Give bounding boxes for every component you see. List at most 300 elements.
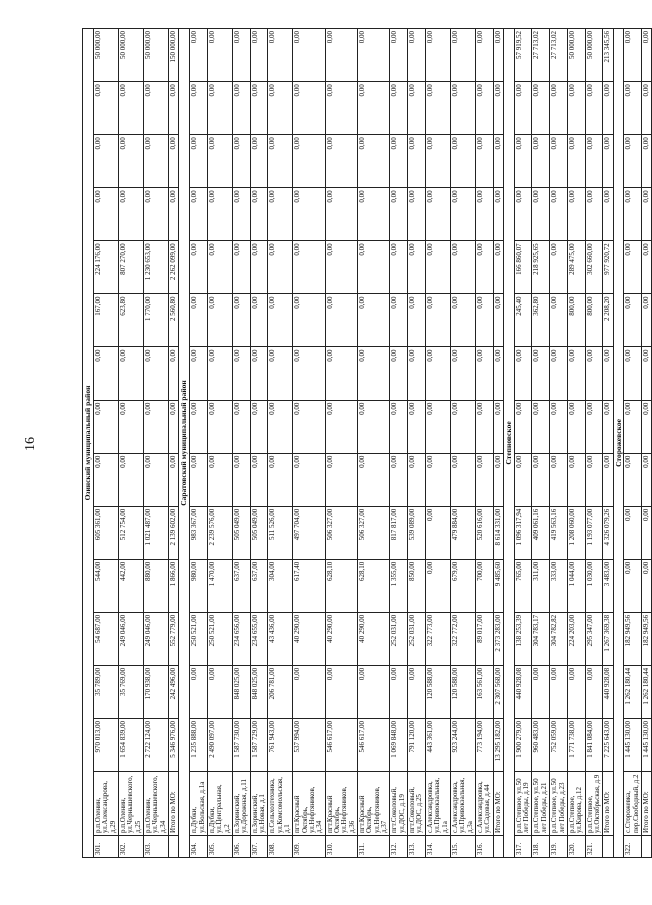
row-number: 310. (325, 836, 357, 858)
value-cell: 1 044,00 (567, 559, 585, 612)
table-row (143, 29, 168, 858)
value-cell: 0,00 (358, 665, 390, 718)
value-cell: 0,00 (325, 241, 357, 294)
table-row (93, 29, 118, 858)
value-cell: 0,00 (293, 347, 325, 400)
value-cell: 983 367,00 (190, 506, 208, 559)
value-cell: 0,00 (532, 665, 550, 718)
value-cell: 0,00 (325, 347, 357, 400)
value-cell: 224 176,00 (93, 241, 118, 294)
value-cell: 0,00 (268, 82, 293, 135)
value-cell: 0,00 (567, 400, 585, 453)
value-cell: 245,40 (514, 294, 532, 347)
value-cell: 0,00 (190, 188, 208, 241)
value-cell: 506 327,00 (325, 506, 357, 559)
value-cell: 0,00 (514, 453, 532, 506)
table-row (475, 29, 493, 858)
value-cell: 0,00 (232, 400, 250, 453)
value-cell: 0,00 (390, 135, 408, 188)
table-row (190, 29, 208, 858)
value-cell: 0,00 (514, 82, 532, 135)
value-cell: 50 000,00 (585, 29, 603, 82)
value-cell: 0,00 (624, 506, 642, 559)
value-cell: 511 526,00 (268, 506, 293, 559)
value-cell: 440 928,08 (603, 665, 613, 718)
row-number (642, 836, 652, 858)
value-cell: 0,00 (642, 82, 652, 135)
value-cell: 1 208 060,00 (567, 506, 585, 559)
value-cell: 0,00 (624, 559, 642, 612)
value-cell: 182 949,56 (642, 612, 652, 665)
table-row (250, 29, 268, 858)
value-cell: 0,00 (425, 400, 450, 453)
value-cell: 1 654 839,00 (118, 718, 143, 771)
value-cell: 0,00 (325, 453, 357, 506)
row-number: 313. (408, 836, 426, 858)
value-cell: 0,00 (603, 347, 613, 400)
address-cell: р.п.Степное, ул.50 лет Победы, д.23 (550, 772, 568, 836)
value-cell: 0,00 (268, 400, 293, 453)
row-number: 322. (624, 836, 642, 858)
value-cell: 539 089,00 (408, 506, 426, 559)
value-cell: 138 253,39 (514, 612, 532, 665)
value-cell: 605 361,00 (93, 506, 118, 559)
value-cell: 0,00 (550, 453, 568, 506)
value-cell: 0,00 (514, 188, 532, 241)
value-cell: 0,00 (390, 665, 408, 718)
address-cell: Итого по МО: (603, 772, 613, 836)
section-label: Степновское (503, 29, 514, 858)
value-cell: 0,00 (168, 135, 178, 188)
value-cell: 50 000,00 (93, 29, 118, 82)
value-cell: 960 483,00 (532, 718, 550, 771)
value-cell: 0,00 (250, 82, 268, 135)
value-cell: 0,00 (93, 453, 118, 506)
value-cell: 0,00 (190, 665, 208, 718)
value-cell: 0,00 (425, 506, 450, 559)
value-cell: 0,00 (450, 453, 475, 506)
value-cell: 0,00 (408, 135, 426, 188)
value-cell: 0,00 (585, 453, 603, 506)
value-cell: 0,00 (493, 241, 503, 294)
value-cell: 0,00 (390, 294, 408, 347)
value-cell: 167,00 (93, 294, 118, 347)
value-cell: 0,00 (118, 135, 143, 188)
rotated-table-wrapper (82, 28, 651, 858)
value-cell: 0,00 (550, 347, 568, 400)
value-cell: 0,00 (475, 347, 493, 400)
value-cell: 0,00 (325, 665, 357, 718)
value-cell: 0,00 (325, 294, 357, 347)
value-cell: 0,00 (118, 347, 143, 400)
value-cell: 850,00 (408, 559, 426, 612)
address-cell: с.Александровка, ул.Привокзальная, д.1а (425, 772, 450, 836)
row-number: 317. (514, 836, 532, 858)
address-cell: Итого по МО: (168, 772, 178, 836)
table-row (232, 29, 250, 858)
value-cell: 0,00 (624, 347, 642, 400)
value-cell: 970 013,00 (93, 718, 118, 771)
value-cell: 322 773,00 (425, 612, 450, 665)
value-cell: 0,00 (207, 135, 232, 188)
value-cell: 800,00 (585, 294, 603, 347)
value-cell: 0,00 (624, 82, 642, 135)
value-cell: 0,00 (207, 347, 232, 400)
value-cell: 362,80 (532, 294, 550, 347)
value-cell: 40 290,00 (358, 612, 390, 665)
value-cell: 50 000,00 (143, 29, 168, 82)
value-cell: 250 521,00 (190, 612, 208, 665)
value-cell: 0,00 (408, 400, 426, 453)
value-cell: 0,00 (325, 82, 357, 135)
row-number: 309. (293, 836, 325, 858)
row-number: 305. (207, 836, 232, 858)
value-cell: 295 347,00 (585, 612, 603, 665)
address-cell: р.п.Оленин, ул.Александрова, д.29 (93, 772, 118, 836)
value-cell: 0,00 (268, 453, 293, 506)
value-cell: 0,00 (624, 453, 642, 506)
value-cell: 0,00 (550, 82, 568, 135)
value-cell: 0,00 (250, 135, 268, 188)
value-cell: 0,00 (642, 347, 652, 400)
value-cell: 1 770,00 (143, 294, 168, 347)
value-cell: 0,00 (325, 135, 357, 188)
value-cell: 1 445 130,00 (624, 718, 642, 771)
address-cell: пгт.Соколовый, ул.ДОС, д.19 (390, 772, 408, 836)
section-label: Сторожевское (613, 29, 624, 858)
value-cell: 0,00 (585, 82, 603, 135)
value-cell: 817 817,00 (390, 506, 408, 559)
value-cell: 150 000,00 (168, 29, 178, 82)
value-cell: 1 445 130,00 (642, 718, 652, 771)
value-cell: 497 704,00 (293, 506, 325, 559)
value-cell: 3 483,00 (603, 559, 613, 612)
value-cell: 0,00 (118, 453, 143, 506)
value-cell: 0,00 (408, 294, 426, 347)
value-cell: 520 616,00 (475, 506, 493, 559)
address-cell: п.Дубки, ул.Вольская, д.1а (190, 772, 208, 836)
value-cell: 54 687,00 (93, 612, 118, 665)
value-cell: 0,00 (358, 241, 390, 294)
value-cell: 0,00 (532, 82, 550, 135)
value-cell: 0,00 (358, 29, 390, 82)
section-row (179, 29, 190, 858)
table-row (207, 29, 232, 858)
value-cell: 0,00 (390, 188, 408, 241)
section-label: Озинский муниципальный район (83, 29, 94, 858)
value-cell: 419 563,16 (550, 506, 568, 559)
row-number: 321. (585, 836, 603, 858)
value-cell: 880,00 (143, 559, 168, 612)
section-row (503, 29, 514, 858)
row-number (603, 836, 613, 858)
value-cell: 512 754,00 (118, 506, 143, 559)
value-cell: 0,00 (408, 29, 426, 82)
value-cell: 0,00 (390, 400, 408, 453)
table-body (83, 29, 652, 858)
value-cell: 0,00 (250, 188, 268, 241)
value-cell: 0,00 (232, 135, 250, 188)
value-cell: 2 239 576,00 (207, 506, 232, 559)
value-cell: 0,00 (425, 82, 450, 135)
address-cell: Итого по МО: (493, 772, 503, 836)
value-cell: 0,00 (232, 294, 250, 347)
value-cell: 628,10 (325, 559, 357, 612)
value-cell: 1 355,00 (390, 559, 408, 612)
value-cell: 0,00 (585, 400, 603, 453)
table-row (550, 29, 568, 858)
value-cell: 0,00 (493, 294, 503, 347)
table-row (450, 29, 475, 858)
value-cell: 27 713,02 (532, 29, 550, 82)
value-cell: 1 262 180,44 (642, 665, 652, 718)
value-cell: 1 470,00 (207, 559, 232, 612)
value-cell: 0,00 (293, 188, 325, 241)
value-cell: 0,00 (168, 400, 178, 453)
row-number: 312. (390, 836, 408, 858)
value-cell: 0,00 (168, 453, 178, 506)
summary-row (603, 29, 613, 858)
value-cell: 0,00 (408, 188, 426, 241)
address-cell: р.п.Степное, ул.50 лет Победы, д.21 (532, 772, 550, 836)
value-cell: 0,00 (190, 135, 208, 188)
value-cell: 0,00 (550, 135, 568, 188)
address-cell: п.Сельхозтехника, ул.Комсомольская, д.1 (268, 772, 293, 836)
value-cell: 544,00 (93, 559, 118, 612)
row-number: 306. (232, 836, 250, 858)
value-cell: 0,00 (190, 347, 208, 400)
value-cell: 0,00 (493, 82, 503, 135)
value-cell: 213 345,56 (603, 29, 613, 82)
value-cell: 50 000,00 (567, 29, 585, 82)
value-cell: 166 860,07 (514, 241, 532, 294)
value-cell: 1 866,00 (168, 559, 178, 612)
value-cell: 311,00 (532, 559, 550, 612)
value-cell: 0,00 (532, 135, 550, 188)
value-cell: 252 031,00 (390, 612, 408, 665)
value-cell: 0,00 (390, 453, 408, 506)
value-cell: 0,00 (450, 29, 475, 82)
value-cell: 1 587 729,00 (250, 718, 268, 771)
value-cell: 0,00 (514, 400, 532, 453)
value-cell: 0,00 (293, 82, 325, 135)
value-cell: 0,00 (585, 665, 603, 718)
value-cell: 637,00 (232, 559, 250, 612)
value-cell: 35 769,00 (118, 665, 143, 718)
value-cell: 40 290,00 (293, 612, 325, 665)
value-cell: 0,00 (624, 400, 642, 453)
value-cell: 0,00 (450, 347, 475, 400)
value-cell: 0,00 (493, 347, 503, 400)
value-cell: 120 588,00 (425, 665, 450, 718)
value-cell: 0,00 (232, 188, 250, 241)
value-cell: 0,00 (532, 400, 550, 453)
value-cell: 1 235 888,00 (190, 718, 208, 771)
value-cell: 170 938,00 (143, 665, 168, 718)
value-cell: 302 660,00 (585, 241, 603, 294)
value-cell: 761 943,00 (268, 718, 293, 771)
value-cell: 0,00 (207, 453, 232, 506)
value-cell: 0,00 (190, 400, 208, 453)
row-number: 318. (532, 836, 550, 858)
value-cell: 0,00 (425, 135, 450, 188)
value-cell: 0,00 (642, 400, 652, 453)
row-number: 301. (93, 836, 118, 858)
address-cell: Итого по МО: (642, 772, 652, 836)
value-cell: 252 031,00 (408, 612, 426, 665)
value-cell: 4 326 079,26 (603, 506, 613, 559)
value-cell: 0,00 (293, 241, 325, 294)
value-cell: 0,00 (603, 188, 613, 241)
value-cell: 0,00 (475, 135, 493, 188)
value-cell: 0,00 (232, 82, 250, 135)
value-cell: 0,00 (532, 188, 550, 241)
value-cell: 0,00 (232, 241, 250, 294)
value-cell: 0,00 (475, 453, 493, 506)
value-cell: 0,00 (642, 506, 652, 559)
value-cell: 249 046,00 (143, 612, 168, 665)
value-cell: 182 949,56 (624, 612, 642, 665)
value-cell: 8 614 331,00 (493, 506, 503, 559)
value-cell: 0,00 (624, 188, 642, 241)
value-cell: 0,00 (450, 82, 475, 135)
address-cell: р.п.Степное, ул.Октябрьская, д.9 (585, 772, 603, 836)
value-cell: 224 203,00 (567, 612, 585, 665)
value-cell: 0,00 (475, 294, 493, 347)
row-number: 304. (190, 836, 208, 858)
value-cell: 242 496,00 (168, 665, 178, 718)
row-number: 319. (550, 836, 568, 858)
value-cell: 0,00 (475, 188, 493, 241)
value-cell: 0,00 (118, 82, 143, 135)
row-number: 311. (358, 836, 390, 858)
value-cell: 0,00 (93, 188, 118, 241)
value-cell: 2 490 097,00 (207, 718, 232, 771)
page-number: 16 (23, 437, 38, 451)
value-cell: 479 884,00 (450, 506, 475, 559)
value-cell: 0,00 (567, 665, 585, 718)
value-cell: 0,00 (143, 400, 168, 453)
value-cell: 1 267 369,38 (603, 612, 613, 665)
value-cell: 9 485,60 (493, 559, 503, 612)
value-cell: 0,00 (293, 294, 325, 347)
value-cell: 537 994,00 (293, 718, 325, 771)
value-cell: 0,00 (642, 135, 652, 188)
value-cell: 0,00 (207, 188, 232, 241)
value-cell: 0,00 (425, 241, 450, 294)
value-cell: 0,00 (358, 453, 390, 506)
row-number: 316. (475, 836, 493, 858)
value-cell: 506 327,00 (358, 506, 390, 559)
value-cell: 442,00 (118, 559, 143, 612)
table-row (325, 29, 357, 858)
summary-row (168, 29, 178, 858)
value-cell: 0,00 (603, 400, 613, 453)
value-cell: 0,00 (358, 294, 390, 347)
value-cell: 1 030,00 (585, 559, 603, 612)
address-cell: п.Зоринский, ул.Новая, д.1 (250, 772, 268, 836)
value-cell: 0,00 (93, 82, 118, 135)
value-cell: 120 588,00 (450, 665, 475, 718)
value-cell: 250 521,00 (207, 612, 232, 665)
section-row (83, 29, 94, 858)
row-number: 320. (567, 836, 585, 858)
value-cell: 0,00 (475, 82, 493, 135)
value-cell: 0,00 (190, 453, 208, 506)
address-cell: пгт.Красный Октябрь, ул.Нефтяников, д.37 (358, 772, 390, 836)
table-row (532, 29, 550, 858)
value-cell: 0,00 (232, 453, 250, 506)
table-row (358, 29, 390, 858)
value-cell: 0,00 (207, 400, 232, 453)
value-cell: 0,00 (293, 400, 325, 453)
value-cell: 0,00 (268, 135, 293, 188)
value-cell: 0,00 (268, 241, 293, 294)
value-cell: 1 587 730,00 (232, 718, 250, 771)
value-cell: 0,00 (603, 135, 613, 188)
value-cell: 623,80 (118, 294, 143, 347)
value-cell: 0,00 (143, 453, 168, 506)
value-cell: 765,00 (514, 559, 532, 612)
value-cell: 0,00 (624, 29, 642, 82)
value-cell: 304,00 (268, 559, 293, 612)
value-cell: 0,00 (118, 400, 143, 453)
value-cell: 0,00 (425, 347, 450, 400)
value-cell: 1 262 180,44 (624, 665, 642, 718)
value-cell: 0,00 (475, 400, 493, 453)
value-cell: 0,00 (118, 188, 143, 241)
value-cell: 0,00 (293, 453, 325, 506)
value-cell: 2 722 124,00 (143, 718, 168, 771)
value-cell: 1 021 487,00 (143, 506, 168, 559)
value-cell: 0,00 (358, 347, 390, 400)
value-cell: 0,00 (585, 135, 603, 188)
value-cell: 773 194,00 (475, 718, 493, 771)
value-cell: 546 617,00 (325, 718, 357, 771)
value-cell: 0,00 (408, 347, 426, 400)
value-cell: 0,00 (493, 135, 503, 188)
value-cell: 505 049,00 (250, 506, 268, 559)
value-cell: 977 920,72 (603, 241, 613, 294)
value-cell: 0,00 (232, 29, 250, 82)
value-cell: 2 139 602,00 (168, 506, 178, 559)
value-cell: 0,00 (358, 400, 390, 453)
value-cell: 218 925,65 (532, 241, 550, 294)
value-cell: 0,00 (425, 29, 450, 82)
address-cell: с.Александровка, ул.Садовая, д.44 (475, 772, 493, 836)
value-cell: 637,00 (250, 559, 268, 612)
value-cell: 234 656,00 (232, 612, 250, 665)
value-cell: 0,00 (603, 82, 613, 135)
row-number (493, 836, 503, 858)
value-cell: 0,00 (550, 241, 568, 294)
value-cell: 0,00 (250, 241, 268, 294)
value-cell: 0,00 (207, 29, 232, 82)
row-number (168, 836, 178, 858)
value-cell: 0,00 (642, 559, 652, 612)
value-cell: 0,00 (642, 29, 652, 82)
value-cell: 35 789,00 (93, 665, 118, 718)
value-cell: 0,00 (450, 294, 475, 347)
value-cell: 807 270,00 (118, 241, 143, 294)
value-cell: 0,00 (268, 294, 293, 347)
row-number: 308. (268, 836, 293, 858)
value-cell: 89 017,00 (475, 612, 493, 665)
value-cell: 0,00 (493, 400, 503, 453)
address-cell: с.Сторожевка, пер.Свободный, д.2 (624, 772, 642, 836)
row-number: 303. (143, 836, 168, 858)
value-cell: 0,00 (325, 400, 357, 453)
